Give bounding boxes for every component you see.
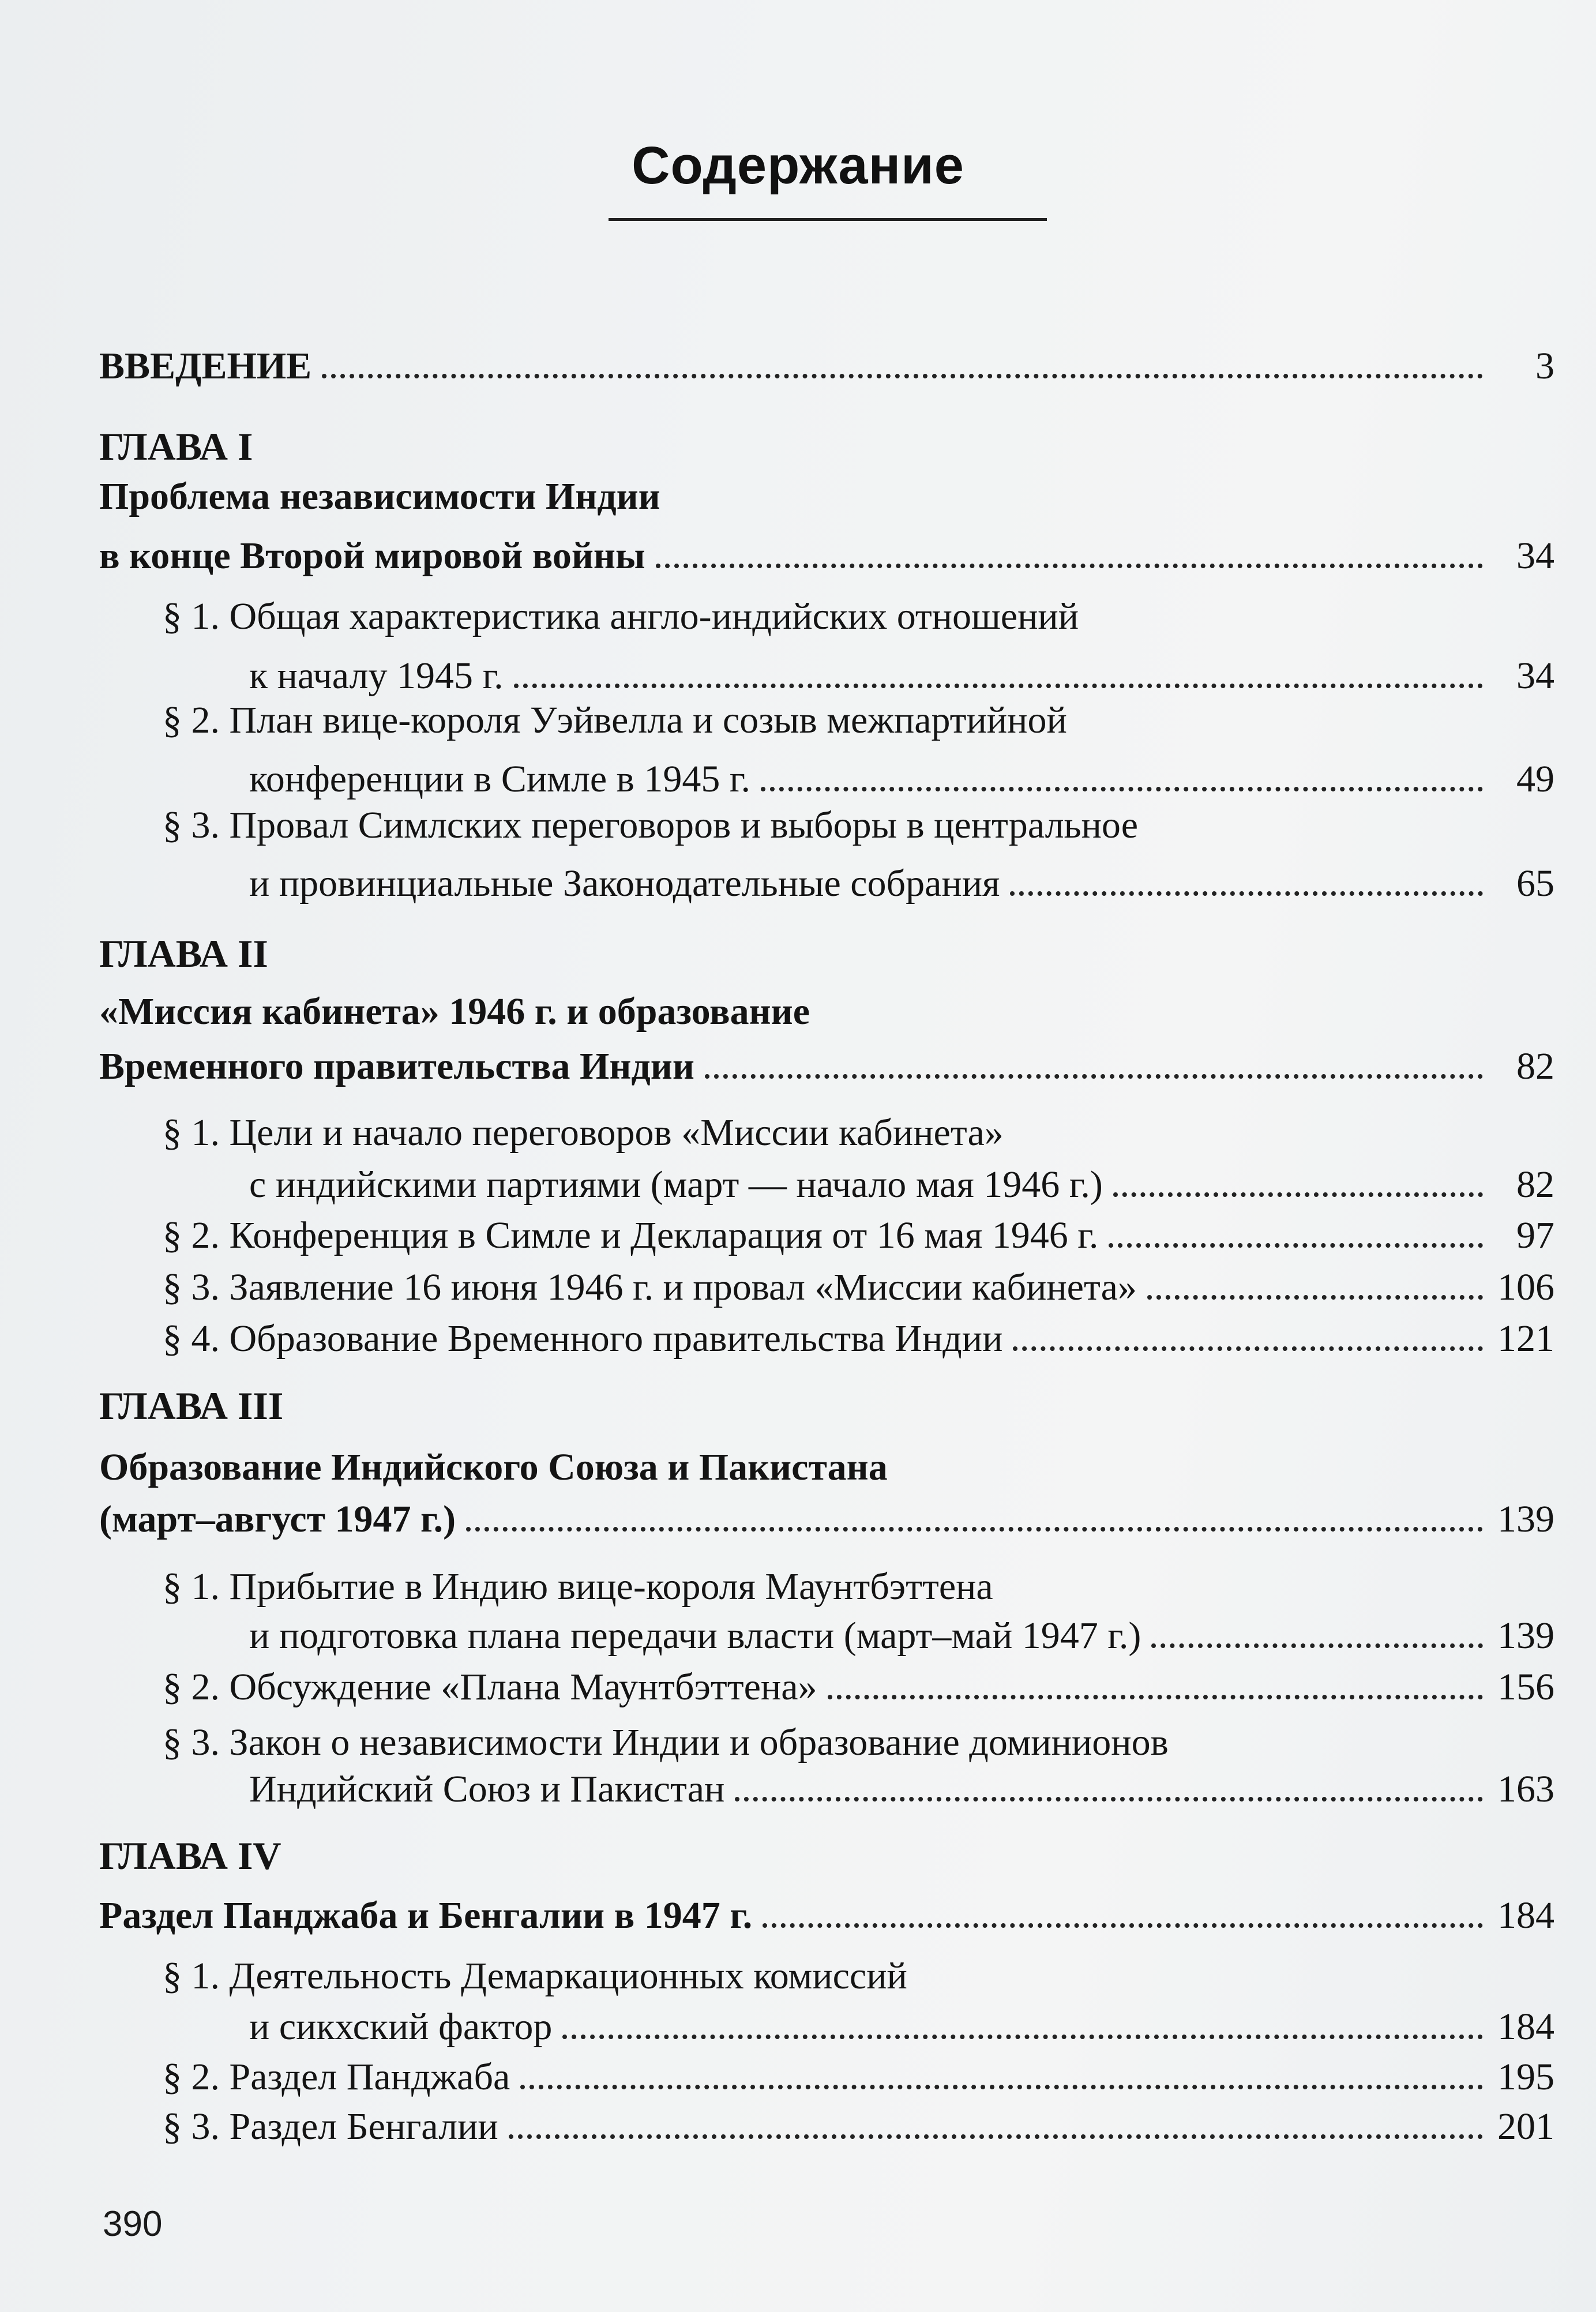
toc-page-number: 184 [1497, 1894, 1554, 1936]
chapter-heading-1: ГЛАВА I [99, 425, 253, 468]
toc-entry-section-1-1[interactable] [249, 654, 1554, 699]
leader-dots [1113, 1192, 1483, 1197]
section-line: с индийскими партиями (март — начало мая 1946 г.) [249, 1163, 1103, 1206]
toc-entry-chapter-3[interactable] [99, 1497, 1554, 1542]
section-line: § 1. Прибытие в Индию вице-короля Маунтбэттена [163, 1566, 993, 1608]
section-line: § 2. План вице-короля Уэйвелла и созыв межпартийной [163, 699, 1067, 741]
toc-entry-label: ВВЕДЕНИЕ [99, 345, 312, 387]
toc-page-number: 184 [1497, 2006, 1554, 2048]
toc-entry-section-3-2[interactable] [163, 1665, 1554, 1710]
leader-dots [656, 564, 1484, 568]
section-line: Индийский Союз и Пакистан [249, 1768, 725, 1810]
section-line: § 2. Раздел Панджаба [163, 2056, 510, 2098]
toc-entry-section-4-1[interactable] [249, 2005, 1554, 2050]
toc-page-number: 121 [1497, 1318, 1554, 1360]
toc-entry-section-4-3[interactable] [163, 2104, 1554, 2149]
chapter-title-line: в конце Второй мировой войны [99, 535, 645, 577]
toc-page-number: 34 [1516, 655, 1554, 697]
toc-page-number: 163 [1497, 1768, 1554, 1810]
chapter-heading-2: ГЛАВА II [99, 932, 268, 975]
toc-page-number: 201 [1497, 2105, 1554, 2148]
leader-dots [705, 1074, 1483, 1079]
section-line: § 4. Образование Временного правительства Индии [163, 1318, 1003, 1360]
toc-page-number: 139 [1497, 1498, 1554, 1540]
chapter-title-line: Образование Индийского Союза и Пакистана [99, 1446, 888, 1488]
section-line: § 3. Заявление 16 июня 1946 г. и провал «Миссии кабинета» [163, 1266, 1137, 1308]
toc-entry-chapter-2[interactable] [99, 1044, 1554, 1089]
section-line: конференции в Симле в 1945 г. [249, 758, 750, 800]
section-line: § 3. Провал Симлских переговоров и выборы в центральное [163, 804, 1139, 846]
chapter-heading-4: ГЛАВА IV [99, 1834, 281, 1878]
toc-entry-section-3-1[interactable] [249, 1613, 1554, 1658]
toc-entry-section-1-2[interactable] [249, 757, 1554, 802]
chapter-title-line: Проблема независимости Индии [99, 475, 660, 517]
leader-dots [509, 2134, 1483, 2139]
leader-dots [735, 1797, 1483, 1801]
toc-page-number: 156 [1497, 1666, 1554, 1708]
section-line: § 2. Конференция в Симле и Декларация от 16 мая 1946 г. [163, 1214, 1099, 1256]
toc-entry-section-2-3[interactable] [163, 1265, 1554, 1310]
toc-entry-section-2-4[interactable] [163, 1316, 1554, 1361]
toc-entry-chapter-1[interactable] [99, 534, 1554, 579]
chapter-title-line: Временного правительства Индии [99, 1045, 694, 1087]
toc-entry-chapter-4[interactable] [99, 1893, 1554, 1938]
toc-page-number: 49 [1516, 758, 1554, 800]
leader-dots [761, 787, 1483, 791]
section-line: § 1. Цели и начало переговоров «Миссии кабинета» [163, 1112, 1004, 1154]
leader-dots [1013, 1346, 1483, 1351]
section-line: к началу 1945 г. [249, 655, 504, 697]
toc-page-number: 106 [1497, 1266, 1554, 1308]
toc-page-number: 65 [1516, 862, 1554, 904]
leader-dots [1109, 1243, 1483, 1248]
leader-dots [562, 2035, 1483, 2039]
section-line: и сикхский фактор [249, 2006, 553, 2048]
section-line: § 1. Деятельность Демаркационных комиссий [163, 1955, 907, 1997]
leader-dots [322, 374, 1483, 378]
section-line: и подготовка плана передачи власти (март–май 1947 г.) [249, 1615, 1141, 1657]
chapter-title-line: «Миссия кабинета» 1946 г. и образование [99, 990, 810, 1033]
toc-page-number: 139 [1497, 1615, 1554, 1657]
toc-page-number: 34 [1516, 535, 1554, 577]
toc-entry-section-4-2[interactable] [163, 2055, 1554, 2100]
leader-dots [828, 1695, 1483, 1699]
toc-entry-section-2-2[interactable] [163, 1213, 1554, 1258]
toc-entry-section-1-3[interactable] [249, 861, 1554, 906]
leader-dots [1010, 891, 1483, 896]
toc-page-number: 195 [1497, 2056, 1554, 2098]
leader-dots [1147, 1295, 1483, 1300]
leader-dots [1151, 1643, 1483, 1648]
leader-dots [520, 2085, 1483, 2089]
toc-page-number: 3 [1535, 345, 1554, 387]
chapter-heading-3: ГЛАВА III [99, 1384, 284, 1428]
toc-page-number: 82 [1516, 1163, 1554, 1206]
chapter-title-line: (март–август 1947 г.) [99, 1498, 456, 1540]
toc-entry-section-3-3[interactable] [249, 1767, 1554, 1812]
title-underline [609, 218, 1047, 221]
leader-dots [763, 1923, 1483, 1928]
toc-entry-intro[interactable] [99, 344, 1554, 389]
chapter-title-line: Раздел Панджаба и Бенгалии в 1947 г. [99, 1894, 753, 1936]
toc-page-number: 82 [1516, 1045, 1554, 1087]
page-title: Содержание [632, 136, 964, 195]
toc-page-number: 97 [1516, 1214, 1554, 1256]
section-line: § 3. Закон о независимости Индии и образование доминионов [163, 1721, 1169, 1763]
section-line: § 2. Обсуждение «Плана Маунтбэттена» [163, 1666, 817, 1708]
leader-dots [466, 1527, 1483, 1532]
section-line: § 3. Раздел Бенгалии [163, 2105, 498, 2148]
section-line: § 1. Общая характеристика англо-индийских отношений [163, 595, 1079, 637]
leader-dots [514, 684, 1483, 688]
page-folio-number: 390 [103, 2204, 163, 2244]
toc-entry-section-2-1[interactable] [249, 1162, 1554, 1207]
section-line: и провинциальные Законодательные собрания [249, 862, 1000, 904]
